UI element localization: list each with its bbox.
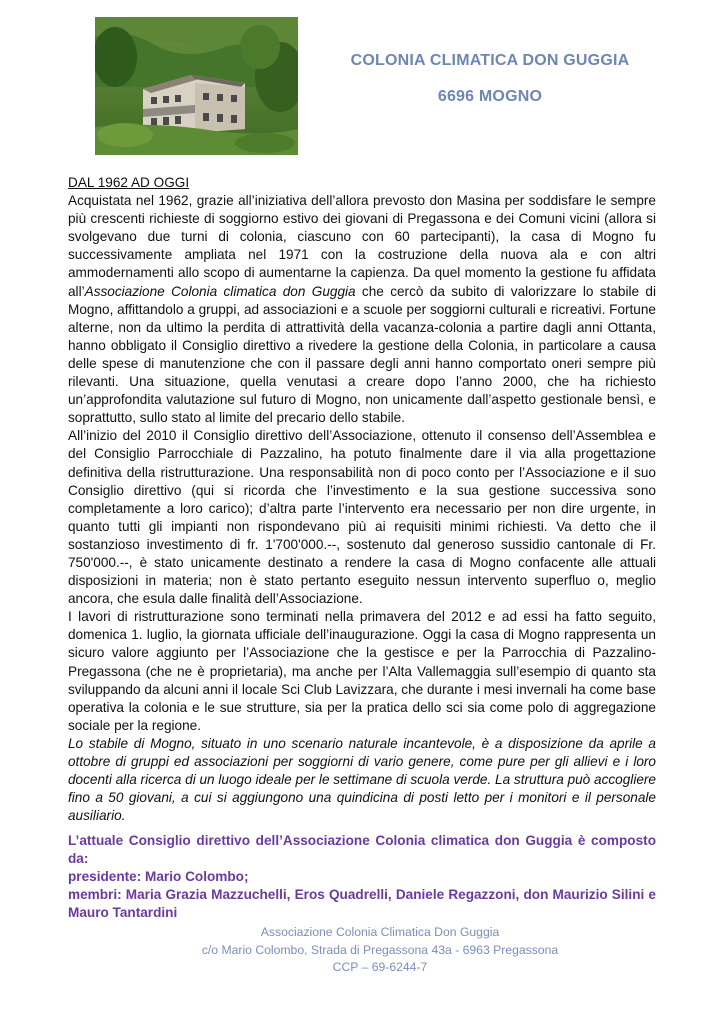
footer-address-line: c/o Mario Colombo, Strada di Pregassona 43a - 6963 Pregassona xyxy=(201,942,559,957)
paragraph-3: I lavori di ristrutturazione sono terminati nella primavera del 2012 e ad essi ha fatto seguito, domenica 1. luglio, la giornata ufficiale dell’inaugurazione. Oggi la casa di Mogno rappresenta un sicuro valore aggiunto per l’Associazione che la gestisce e per la Parrocchia di Pazzalino-Pregassona (che ne è proprietaria), ma anche per l’Alta Vallemaggia sull’esempio di quanto sta sviluppando da alcuni anni il locale Sci Club Lavizzara, che durante i mesi invernali ha come base operativa la colonia e le sue strutture, sia per la pratica dello sci sia come polo di aggregazione sociale per la regione. xyxy=(68,609,656,733)
article-body xyxy=(68,174,656,825)
organization-title: COLONIA CLIMATICA DON GUGGIA xyxy=(350,52,630,69)
council-intro: L’attuale Consiglio direttivo dell’Associazione Colonia climatica don Guggia è composto da: xyxy=(68,833,656,867)
footer-ccp: CCP – 69-6244-7 xyxy=(332,960,428,974)
council-composition xyxy=(68,832,656,922)
paragraph-1 xyxy=(68,192,656,427)
council-members: membri: Maria Grazia Mazzuchelli, Eros Quadrelli, Daniele Regazzoni, don Maurizio Silini e Mauro Tantardini xyxy=(68,887,656,921)
footer-association: Associazione Colonia Climatica Don Guggia xyxy=(260,925,500,939)
paragraph-2: All’inizio del 2010 il Consiglio direttivo dell’Associazione, ottenuto il consenso dell’Assemblea e del Consiglio Parrocchiale di Pazzalino, ha potuto finalmente dare il via alla progettazione definitiva della ristrutturazione. Una responsabilità non di poco conto per l’Associazione e il suo Consiglio direttivo (qui si ricorda che l’investimento e la sua gestione successiva sono completamente a loro carico); d’altra parte l’intervento era necessario per non dire urgente, in quanto tutti gli impianti non rispondevano più ai requisiti minimi richiesti. Va detto che il sostanzioso investimento di fr. 1'700'000.--, sostenuto dal generoso sussidio cantonale di Fr. 750'000.--, è stato unicamente destinato a rendere la casa di Mogno confacente alle attuali disposizioni in materia; non è stato pertanto eseguito nessun intervento superfluo o, meglio ancora, che esula dalle finalità dell’Associazione. xyxy=(68,428,656,607)
paragraph-4 xyxy=(68,735,656,825)
association-name-italic: Associazione Colonia climatica don Guggia xyxy=(84,283,356,299)
paragraph-1-part-b: che cercò da subito di valorizzare lo stabile di Mogno, affittandolo a gruppi, ad associazioni e a scuole per soggiorni culturali e ricreativi. Fortune alterne, non da ultimo la perdita di attrattività della vacanza-colonia a partire dagli anni Ottanta, hanno obbligato il Consiglio direttivo a rivedere la gestione della Colonia, in particolare a causa delle spese di manutenzione che con il passare degli anni hanno comportato oneri sempre più rilevanti. Una situazione, quella venutasi a creare dopo l’anno 2000, che ha richiesto un’approfondita valutazione sul futuro di Mogno, non unicamente dall’aspetto gestionale bensì, e soprattutto, sullo stato al limite del precario dello stabile. xyxy=(68,283,656,426)
colonia-building-photo xyxy=(95,17,298,155)
footer-address xyxy=(150,924,610,977)
council-president: presidente: Mario Colombo; xyxy=(68,869,249,885)
section-heading: DAL 1962 AD OGGI xyxy=(68,175,190,190)
paragraph-4-italic: Lo stabile di Mogno, situato in uno scenario naturale incantevole, è a disposizione da aprile a ottobre di gruppi ed associazioni per soggiorni di vario genere, come pure per gli allievi e i loro docenti alla ricerca di un luogo ideale per le settimane di scuola verde. La struttura può accogliere fino a 50 giovani, a cui si aggiungono una quindicina di posti letto per i monitori e il personale ausiliario. xyxy=(68,735,656,824)
location-title: 6696 MOGNO xyxy=(437,88,543,105)
paragraph-1-part-a: Acquistata nel 1962, grazie all’iniziativa dell’allora prevosto don Masina per soddisfare le sempre più crescenti richieste di soggiorno estivo dei giovani di Pregassona e dei Comuni vicini (allora si svolgevano due turni di colonia, ciascuno con 60 partecipanti), la casa di Mogno fu successivamente ampliata nel 1971 con la costruzione della nuova ala e con altri ammodernamenti allo scopo di aumentarne la capienza. Da quel momento la gestione fu affidata all’ xyxy=(68,193,656,299)
